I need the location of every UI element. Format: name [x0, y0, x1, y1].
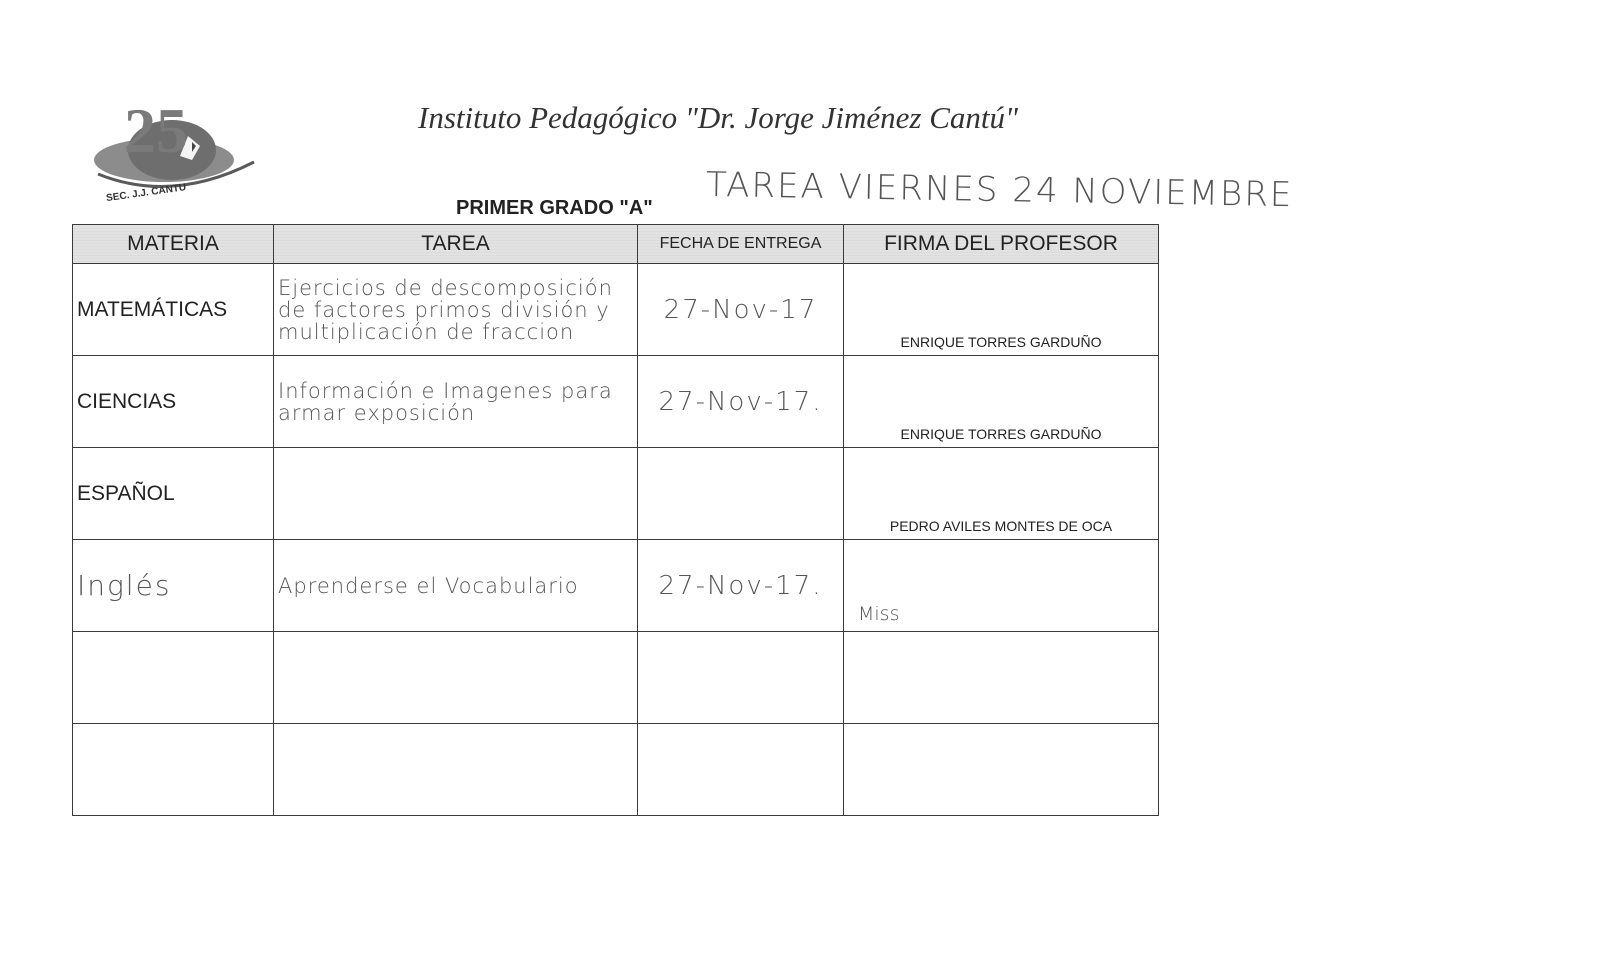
table-row [73, 724, 1159, 816]
professor-name: ENRIQUE TORRES GARDUÑO [900, 426, 1102, 442]
signature-cell [844, 540, 1159, 632]
subject-cell [73, 724, 274, 816]
subject-cell [73, 632, 274, 724]
task-cell: Ejercicios de descomposición de factores primos división y multiplicación de fraccion [274, 264, 638, 356]
signature-mark: Miss [858, 603, 900, 625]
task-cell: Información e Imagenes para armar exposición [274, 356, 638, 448]
due-date-cell: 27-Nov-17. [638, 356, 844, 448]
school-logo [92, 92, 267, 207]
table-row [73, 356, 1159, 448]
due-date-cell [638, 632, 844, 724]
professor-name [844, 626, 1158, 631]
due-date-cell: 27-Nov-17 [638, 264, 844, 356]
subject-cell: CIENCIAS [73, 356, 274, 448]
svg-text:SEC. J.J. CANTU: SEC. J.J. CANTU [105, 182, 187, 205]
table-header-row [73, 225, 1159, 264]
task-cell [274, 448, 638, 540]
due-date-cell [638, 724, 844, 816]
task-cell [274, 632, 638, 724]
task-cell [274, 724, 638, 816]
professor-name: ENRIQUE TORRES GARDUÑO [900, 334, 1102, 350]
due-date-cell: 27-Nov-17. [638, 540, 844, 632]
subject-cell: Inglés [73, 540, 274, 632]
signature-cell [844, 356, 1159, 448]
header-materia: MATERIA [73, 225, 274, 264]
professor-name [844, 718, 1158, 723]
table-row [73, 540, 1159, 632]
signature-cell [844, 264, 1159, 356]
header-fecha: FECHA DE ENTREGA [638, 225, 844, 264]
signature-cell [844, 632, 1159, 724]
table-row [73, 632, 1159, 724]
signature-cell [844, 724, 1159, 816]
professor-name: PEDRO AVILES MONTES DE OCA [889, 518, 1113, 534]
header-firma: FIRMA DEL PROFESOR [844, 225, 1159, 264]
svg-text:25: 25 [124, 95, 188, 166]
subject-cell: MATEMÁTICAS [73, 264, 274, 356]
homework-table [72, 224, 1159, 816]
table-row [73, 448, 1159, 540]
institute-title: Instituto Pedagógico "Dr. Jorge Jiménez Cantú" [418, 100, 1019, 135]
professor-name [844, 810, 1158, 815]
task-cell: Aprenderse el Vocabulario [274, 540, 638, 632]
due-date-cell [638, 448, 844, 540]
table-row [73, 264, 1159, 356]
grade-label: PRIMER GRADO "A" [456, 197, 653, 219]
handwritten-title: TAREA VIERNES 24 NOVIEMBRE [705, 164, 1294, 216]
subject-cell: ESPAÑOL [73, 448, 274, 540]
signature-cell [844, 448, 1159, 540]
header-tarea: TAREA [274, 225, 638, 264]
